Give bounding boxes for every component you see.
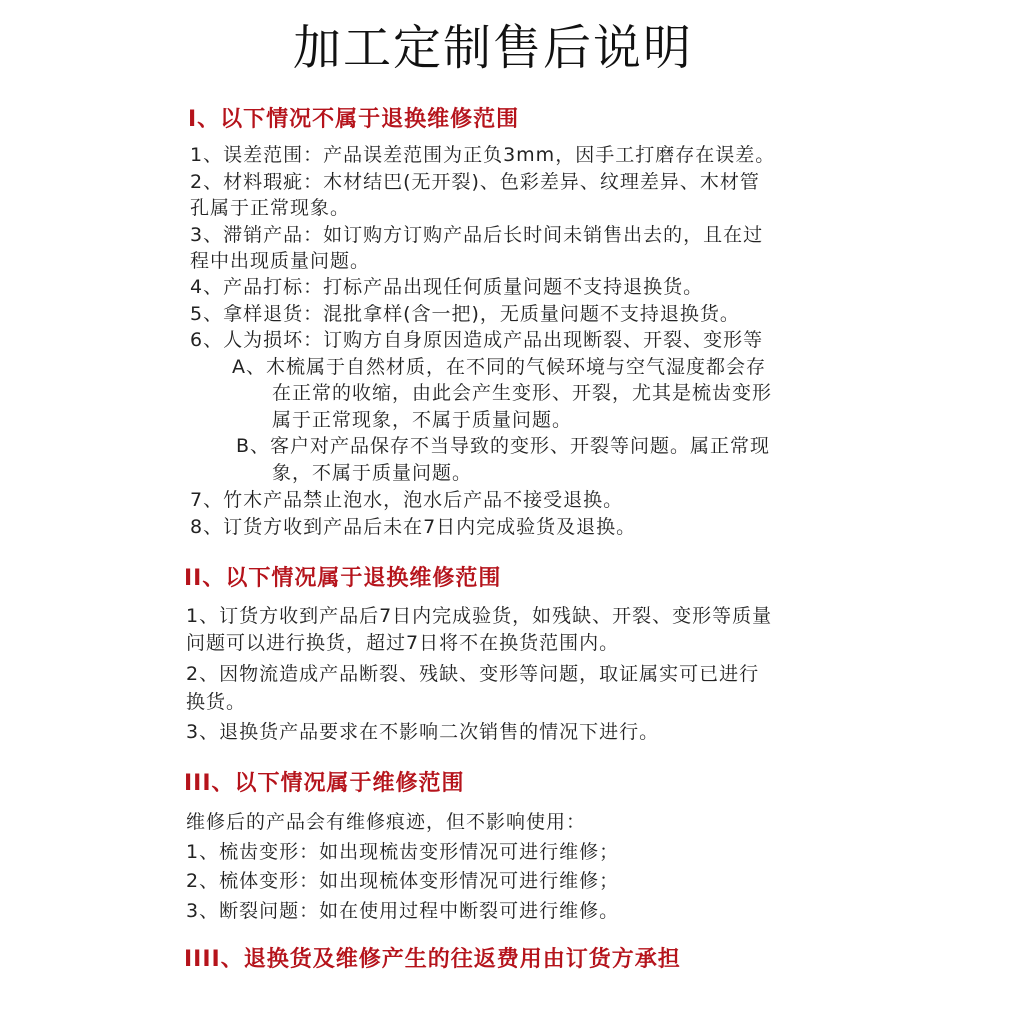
text-line: 8、订货方收到产品后未在7日内完成验货及退换。 [190, 516, 637, 538]
text-line: 象，不属于质量问题。 [272, 462, 473, 484]
text-line: 程中出现质量问题。 [190, 250, 371, 272]
text-line: 2、梳体变形：如出现梳体变形情况可进行维修； [186, 870, 620, 892]
text-line: 换货。 [186, 691, 247, 713]
section-heading: IIII、退换货及维修产生的往返费用由订货方承担 [184, 947, 681, 972]
page-title: 加工定制售后说明 [292, 20, 693, 76]
text-line: 2、材料瑕疵：木材结巴(无开裂)、色彩差异、纹理差异、木材管 [190, 171, 760, 193]
text-line: 1、梳齿变形：如出现梳齿变形情况可进行维修； [186, 841, 620, 863]
section-heading: I、以下情况不属于退换维修范围 [188, 107, 520, 132]
text-line: 在正常的收缩，由此会产生变形、开裂，尤其是梳齿变形 [272, 382, 773, 404]
text-line: 5、拿样退货：混批拿样(含一把)，无质量问题不支持退换货。 [190, 303, 740, 325]
text-line: 孔属于正常现象。 [190, 197, 351, 219]
section-heading: II、以下情况属于退换维修范围 [184, 566, 502, 591]
text-line: 属于正常现象，不属于质量问题。 [272, 409, 573, 431]
text-line: 1、误差范围：产品误差范围为正负3mm，因手工打磨存在误差。 [190, 144, 776, 166]
text-line: 问题可以进行换货，超过7日将不在换货范围内。 [186, 632, 620, 654]
text-line: 3、退换货产品要求在不影响二次销售的情况下进行。 [186, 721, 660, 743]
text-line: 3、滞销产品：如订购方订购产品后长时间未销售出去的，且在过 [190, 224, 764, 246]
text-line: 1、订货方收到产品后7日内完成验货，如残缺、开裂、变形等质量 [186, 605, 773, 627]
text-line: 2、因物流造成产品断裂、残缺、变形等问题，取证属实可已进行 [186, 663, 760, 685]
text-line: 3、断裂问题：如在使用过程中断裂可进行维修。 [186, 900, 620, 922]
text-line: A、木梳属于自然材质，在不同的气候环境与空气湿度都会存 [232, 356, 766, 378]
text-line: B、客户对产品保存不当导致的变形、开裂等问题。属正常现 [236, 435, 771, 457]
text-line: 维修后的产品会有维修痕迹，但不影响使用： [186, 811, 587, 833]
section-heading: III、以下情况属于维修范围 [184, 771, 465, 796]
text-line: 4、产品打标：打标产品出现任何质量问题不支持退换货。 [190, 276, 704, 298]
text-line: 7、竹木产品禁止泡水，泡水后产品不接受退换。 [190, 489, 624, 511]
text-line: 6、人为损坏：订购方自身原因造成产品出现断裂、开裂、变形等 [190, 329, 764, 351]
